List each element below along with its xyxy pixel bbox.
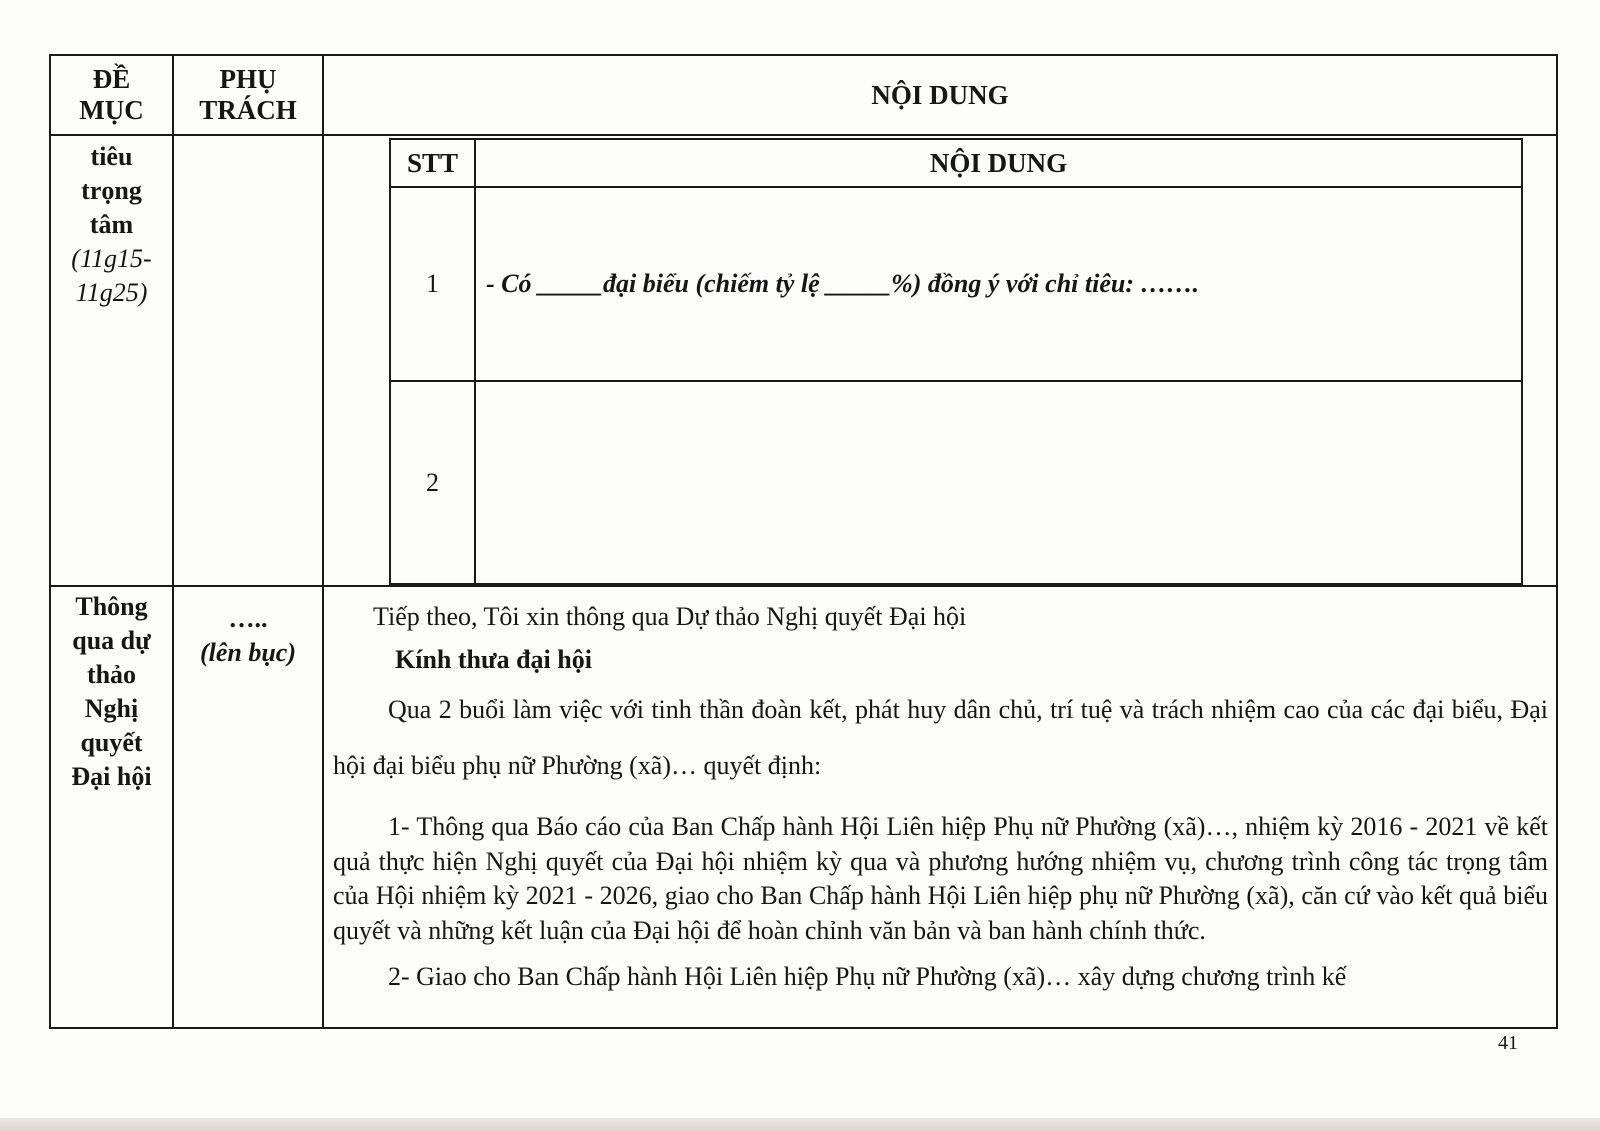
row2-phu-trach-dots: ….. <box>228 604 268 633</box>
inner-header-stt <box>391 140 474 186</box>
row2-phu-trach <box>174 602 322 670</box>
row1-de-muc-line2: trọng <box>81 176 142 205</box>
inner-row2-stt: 2 <box>426 467 439 497</box>
row2-de-muc-line3: thảo <box>86 660 137 689</box>
inner-header-noi-dung <box>476 140 1521 186</box>
intro-line: Tiếp theo, Tôi xin thông qua Dự thảo Nghị quyết Đại hội <box>373 602 967 631</box>
item-2: 2- Giao cho Ban Chấp hành Hội Liên hiệp Phụ nữ Phường (xã)… xây dựng chương trình kế <box>388 962 1347 991</box>
header-phu-trach-line2: TRÁCH <box>199 95 297 125</box>
page-number: 41 <box>1498 1032 1518 1054</box>
header-de-muc-line1: ĐỀ <box>92 64 131 94</box>
header-noi-dung <box>324 56 1556 134</box>
greeting-line: Kính thưa đại hội <box>395 645 592 674</box>
row2-phu-trach-note: (lên bục) <box>199 638 297 667</box>
header-de-muc-line2: MỤC <box>79 95 144 125</box>
inner-header-noi-dung-text: NỘI DUNG <box>929 147 1068 178</box>
scan-edge <box>0 1118 1600 1131</box>
inner-row1-stt: 1 <box>426 269 439 298</box>
item-1: 1- Thông qua Báo cáo của Ban Chấp hành Hội Liên hiệp Phụ nữ Phường (xã)…, nhiệm kỳ 2016 - 2021 về kết quả thực hiện Nghị quyết của Đại hội nhiệm kỳ qua và phương hướng nhiệm vụ, chương trình công tác trọng tâm của Hội nhiệm kỳ 2021 - 2026, giao cho Ban Chấp hành Hội Liên hiệp phụ nữ Phường (xã), căn cứ vào kết quả biểu quyết và những kết luận của Đại hội để hoàn chỉnh văn bản và ban hành chính thức. <box>333 812 1548 945</box>
outer-bottom-border <box>49 1027 1558 1029</box>
row2-de-muc-line6: Đại hội <box>71 762 152 791</box>
row2-noi-dung <box>333 598 1548 995</box>
inner-bottom-border <box>389 583 1523 585</box>
row-divider <box>49 585 1558 587</box>
outer-right-border <box>1556 54 1558 1029</box>
inner-right-border <box>1521 138 1523 585</box>
row2-de-muc-line5: quyết <box>80 728 143 757</box>
row1-time-line1: (11g15- <box>71 244 152 273</box>
header-phu-trach <box>174 56 322 134</box>
row1-de-muc-line1: tiêu <box>90 142 133 171</box>
row1-de-muc <box>51 140 172 310</box>
row2-de-muc-line4: Nghị <box>84 694 139 723</box>
inner-row2-text <box>486 382 1516 583</box>
inner-col-divider <box>474 138 476 585</box>
col-divider-2 <box>322 54 324 1029</box>
inner-header-stt-text: STT <box>406 147 459 178</box>
header-phu-trach-line1: PHỤ <box>219 64 277 94</box>
row2-de-muc <box>51 590 172 794</box>
row1-time-line2: 11g25) <box>75 278 148 307</box>
inner-row1-text: - Có _____đại biểu (chiếm tỷ lệ _____%) đồng ý với chỉ tiêu: ……. <box>486 269 1199 298</box>
row2-de-muc-line2: qua dự <box>72 626 151 655</box>
row2-de-muc-line1: Thông <box>75 592 148 621</box>
header-noi-dung-text: NỘI DUNG <box>871 79 1009 110</box>
header-de-muc <box>51 56 172 134</box>
row1-de-muc-line3: tâm <box>89 210 134 239</box>
paragraph-1: Qua 2 buổi làm việc với tinh thần đoàn kết, phát huy dân chủ, trí tuệ và trách nhiệm cao của các đại biểu, Đại hội đại biểu phụ nữ Phường (xã)… quyết định: <box>333 695 1548 780</box>
col-divider-1 <box>172 54 174 1029</box>
header-bottom-border <box>49 134 1558 136</box>
